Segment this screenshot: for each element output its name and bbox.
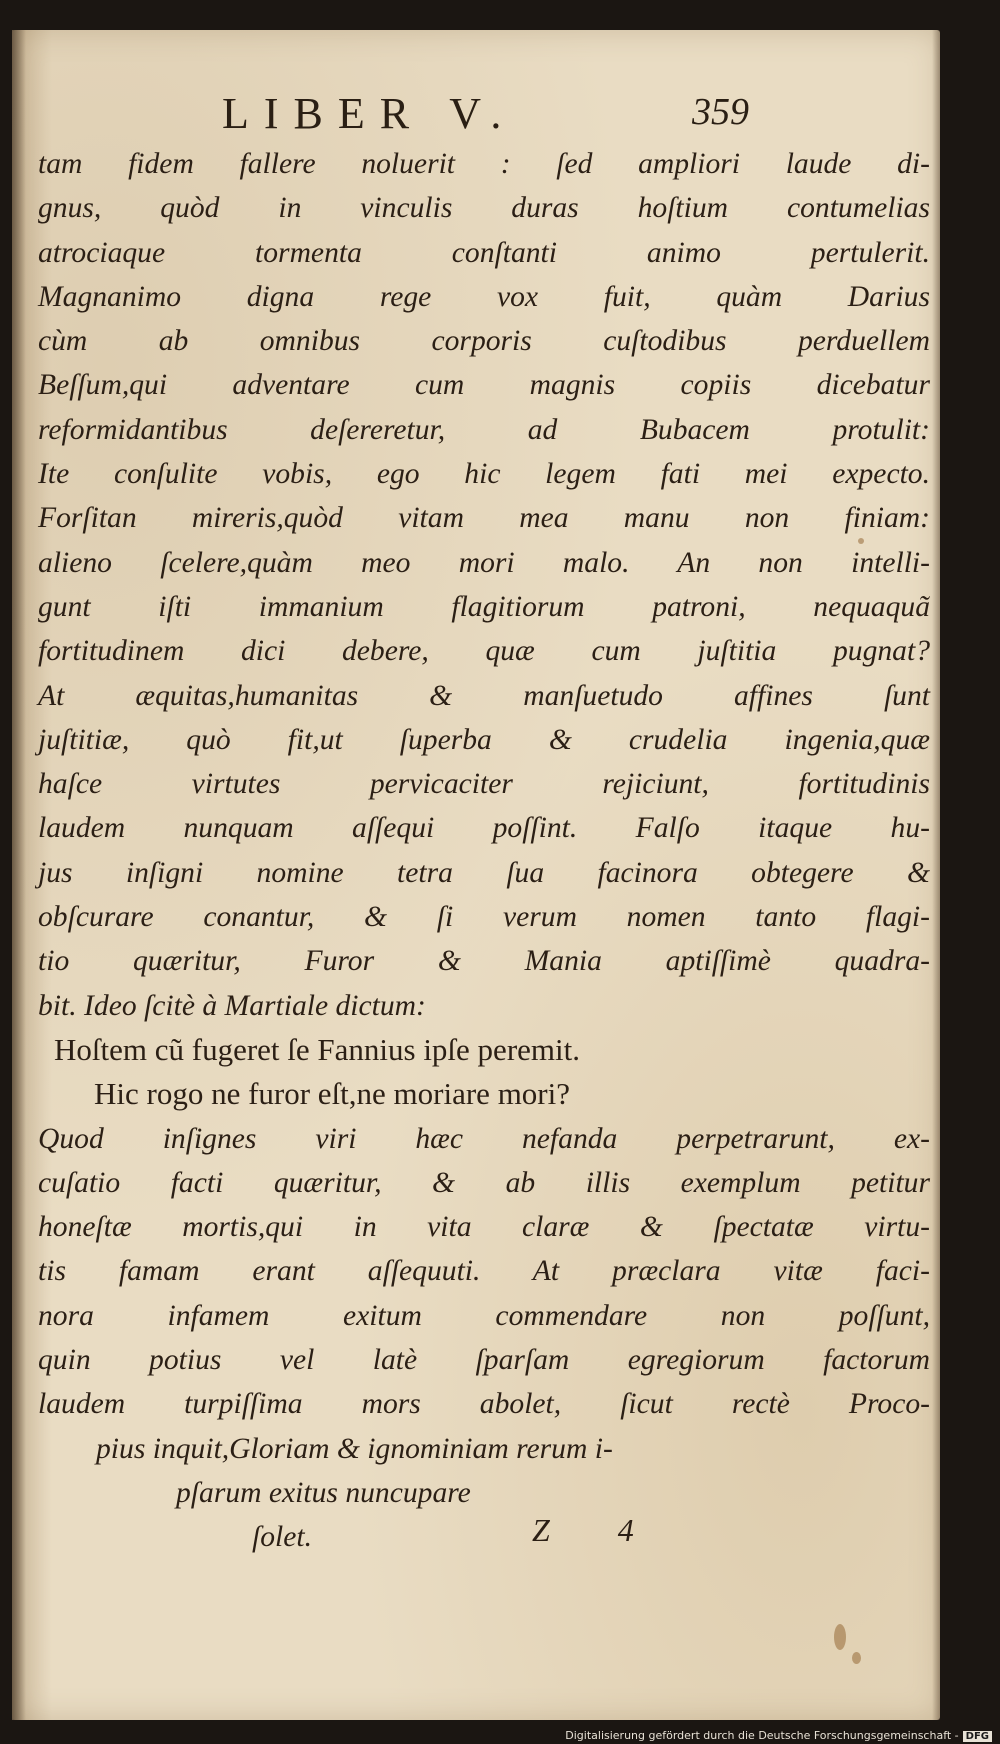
text-line: Quod inſignes viri hæc nefanda perpetrarunt, ex- xyxy=(38,1122,930,1155)
digitization-credit xyxy=(565,1729,992,1742)
page-edge-shadow xyxy=(932,30,940,1720)
text-line: laudem nunquam aſſequi poſſint. Falſo itaque hu- xyxy=(38,812,930,845)
text-line: honeſtæ mortis,qui in vita claræ & ſpectatæ virtu- xyxy=(38,1211,930,1244)
foxing-spot xyxy=(852,1652,861,1664)
dfg-logo: DFG xyxy=(963,1731,992,1742)
text-line: cùm ab omnibus corporis cuſtodibus perduellem xyxy=(38,325,930,358)
running-head: LIBER V. xyxy=(222,89,517,138)
text-line: tis famam erant aſſequuti. At præclara vitæ faci- xyxy=(38,1255,930,1288)
text-line: atrociaque tormenta conſtanti animo pertulerit. xyxy=(38,236,930,269)
text-line: juſtitiæ, quò fit,ut ſuperba & crudelia ingenia,quæ xyxy=(38,723,930,756)
text-line: Magnanimo digna rege vox fuit, quàm Darius xyxy=(38,280,930,313)
closing-line: pſarum exitus nuncupare xyxy=(176,1476,471,1509)
text-line: gnus, quòd in vinculis duras hoſtium contumelias xyxy=(38,192,930,225)
text-line: obſcurare conantur, & ſi verum nomen tanto flagi- xyxy=(38,901,930,934)
text-line: bit. Ideo ſcitè à Martiale dictum: xyxy=(38,989,426,1022)
text-line: Beſſum,qui adventare cum magnis copiis dicebatur xyxy=(38,369,930,402)
text-line: cuſatio facti quæritur, & ab illis exemplum petitur xyxy=(38,1166,930,1199)
text-line: laudem turpiſſima mors abolet, ſicut rectè Proco- xyxy=(38,1388,930,1421)
text-line: tio quæritur, Furor & Mania aptiſſimè quadra- xyxy=(38,945,930,978)
text-line: tam fidem fallere noluerit : ſed ampliori laude di- xyxy=(38,148,930,180)
text-line: fortitudinem dici debere, quæ cum juſtitia pugnat? xyxy=(38,635,930,668)
text-line: jus inſigni nomine tetra ſua facinora obtegere & xyxy=(38,856,930,889)
text-line: Forſitan mireris,quòd vitam mea manu non finiam: xyxy=(38,502,930,535)
page-number: 359 xyxy=(692,91,749,133)
poem-line: Hoſtem cũ fugeret ſe Fannius ipſe peremit. xyxy=(54,1031,580,1067)
credit-text: Digitalisierung gefördert durch die Deutsche Forschungsgemeinschaft - xyxy=(565,1729,959,1742)
text-line: quin potius vel latè ſparſam egregiorum factorum xyxy=(38,1344,930,1377)
text-line: At æquitas,humanitas & manſuetudo affines ſunt xyxy=(38,679,930,712)
poem-line: Hic rogo ne furor eſt,ne moriare mori? xyxy=(94,1076,571,1112)
closing-line: ſolet. xyxy=(252,1521,312,1554)
text-line: gunt iſti immanium flagitiorum patroni, nequaquã xyxy=(38,590,930,623)
page-gutter-shadow xyxy=(12,30,26,1720)
closing-line: pius inquit,Gloriam & ignominiam rerum i- xyxy=(96,1432,613,1465)
body-text xyxy=(38,142,930,1560)
book-page xyxy=(12,30,940,1720)
text-line: alieno ſcelere,quàm meo mori malo. An non intelli- xyxy=(38,546,930,579)
text-line: haſce virtutes pervicaciter rejiciunt, fortitudinis xyxy=(38,768,930,801)
foxing-spot xyxy=(834,1624,846,1650)
text-line: Ite conſulite vobis, ego hic legem fati mei expecto. xyxy=(38,458,930,491)
text-line: nora infamem exitum commendare non poſſunt, xyxy=(38,1299,930,1332)
signature-mark: Z 4 xyxy=(532,1512,664,1548)
text-line: reformidantibus deſereretur, ad Bubacem protulit: xyxy=(38,413,930,446)
foxing-spot xyxy=(858,538,864,544)
